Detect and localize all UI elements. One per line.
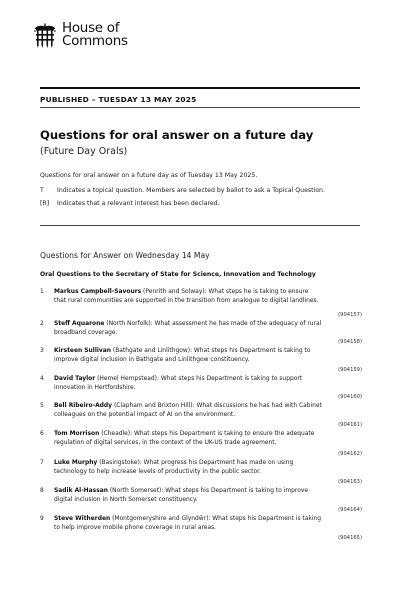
question-body (54, 459, 362, 487)
legend-key: [R] (40, 200, 50, 207)
portcullis-icon (34, 23, 56, 49)
question-number: 2 (40, 320, 44, 327)
member-name: Steff Aquarone (54, 320, 105, 327)
logo-line-2: Commons (62, 33, 128, 49)
question-reference: (904163) (338, 479, 362, 486)
question-item (40, 375, 362, 402)
published-date: PUBLISHED – TUESDAY 13 MAY 2025 (40, 95, 197, 104)
question-item (40, 288, 362, 320)
question-text: What steps his Department is taking to improve digital inclusion in Bathgate and Linlithgow constituency. (54, 347, 311, 363)
member-name: Luke Murphy (54, 459, 98, 466)
member-name: Bell Ribeiro-Addy (54, 402, 113, 409)
question-item (40, 402, 362, 430)
constituency: (Hemel Hempstead): (97, 375, 159, 382)
question-number: 9 (40, 515, 44, 522)
member-name: Tom Morrison (54, 430, 100, 437)
question-text: What assessment he has made of the adequacy of rural broadband coverage. (54, 320, 322, 336)
question-reference: (904157) (338, 312, 362, 319)
question-body (54, 288, 362, 320)
question-number: 5 (40, 402, 44, 409)
question-number: 3 (40, 347, 44, 354)
constituency: (North Somerset): (109, 487, 164, 494)
member-name: Markus Campbell-Savours (54, 288, 142, 295)
question-text: What steps he is taking to ensure that rural communities are supported in the transition from analogue to digital landlines. (54, 288, 319, 304)
question-body (54, 487, 362, 515)
question-text: What steps his Department is taking to support innovation in Hertfordshire. (54, 375, 303, 391)
question-reference: (904159) (338, 367, 362, 374)
constituency: (Cheadle): (101, 430, 133, 437)
member-name: Steve Witherden (54, 515, 111, 522)
question-reference: (904158) (338, 339, 362, 346)
logo-line-1: House of (62, 20, 120, 36)
page-subtitle: (Future Day Orals) (40, 146, 128, 157)
question-reference: (904161) (338, 422, 362, 429)
constituency: (Bathgate and Linlithgow): (112, 347, 193, 354)
member-name: Kirsteen Sullivan (54, 347, 111, 354)
question-text: What steps his Department is taking to ensure the adequate regulation of digital services, in the context of the UK-US trade agreement. (54, 430, 315, 446)
question-text: What steps his Department is taking to improve digital inclusion in North Somerset constituency. (54, 487, 309, 503)
question-number: 8 (40, 487, 44, 494)
constituency: (Montgomeryshire and Glyndŵr): (112, 515, 211, 522)
intro-text: Questions for oral answer on a future day as of Tuesday 13 May 2025. (40, 172, 258, 179)
question-text: What discussions he has had with Cabinet colleagues on the potential impact of AI on the environment. (54, 402, 322, 418)
constituency: (Basingstoke): (99, 459, 142, 466)
question-number: 6 (40, 430, 44, 437)
published-bottom-rule (40, 107, 360, 108)
question-reference: (904160) (338, 394, 362, 401)
legend-interest (40, 200, 220, 207)
house-of-commons-logo (34, 22, 128, 49)
question-list (40, 288, 362, 543)
logo-wordmark (62, 22, 128, 48)
section-rule (40, 225, 360, 226)
question-item (40, 459, 362, 487)
question-text: What steps his Department is taking to help improve mobile phone coverage in rural areas. (54, 515, 322, 531)
department-heading: Oral Questions to the Secretary of State for Science, Innovation and Technology (40, 271, 316, 278)
question-reference: (904162) (338, 451, 362, 458)
question-item (40, 487, 362, 515)
section-heading: Questions for Answer on Wednesday 14 May (40, 251, 210, 260)
member-name: David Taylor (54, 375, 96, 382)
constituency: (North Norfolk): (106, 320, 153, 327)
question-number: 4 (40, 375, 44, 382)
question-body (54, 347, 362, 375)
legend-text: Indicates a topical question. Members are selected by ballot to ask a Topical Question. (57, 187, 325, 194)
question-reference: (904165) (338, 535, 362, 542)
question-number: 7 (40, 459, 44, 466)
published-top-rule (40, 87, 360, 89)
legend-text: Indicates that a relevant interest has been declared. (57, 200, 220, 207)
question-item (40, 347, 362, 375)
question-reference: (904164) (338, 507, 362, 514)
legend-key: T (40, 187, 44, 194)
member-name: Sadik Al-Hassan (54, 487, 108, 494)
question-body (54, 375, 362, 402)
constituency: (Penrith and Solway): (143, 288, 207, 295)
question-body (54, 515, 362, 543)
question-item (40, 430, 362, 459)
legend-topical (40, 187, 325, 194)
question-text: What progress his Department has made on using technology to help increase levels of productivity in the public sector. (54, 459, 294, 475)
question-item (40, 515, 362, 543)
constituency: (Clapham and Brixton Hill): (113, 402, 195, 409)
question-body (54, 402, 362, 430)
question-item (40, 320, 362, 347)
question-body (54, 430, 362, 459)
question-number: 1 (40, 288, 44, 295)
question-body (54, 320, 362, 347)
page-title: Questions for oral answer on a future day (40, 128, 314, 142)
